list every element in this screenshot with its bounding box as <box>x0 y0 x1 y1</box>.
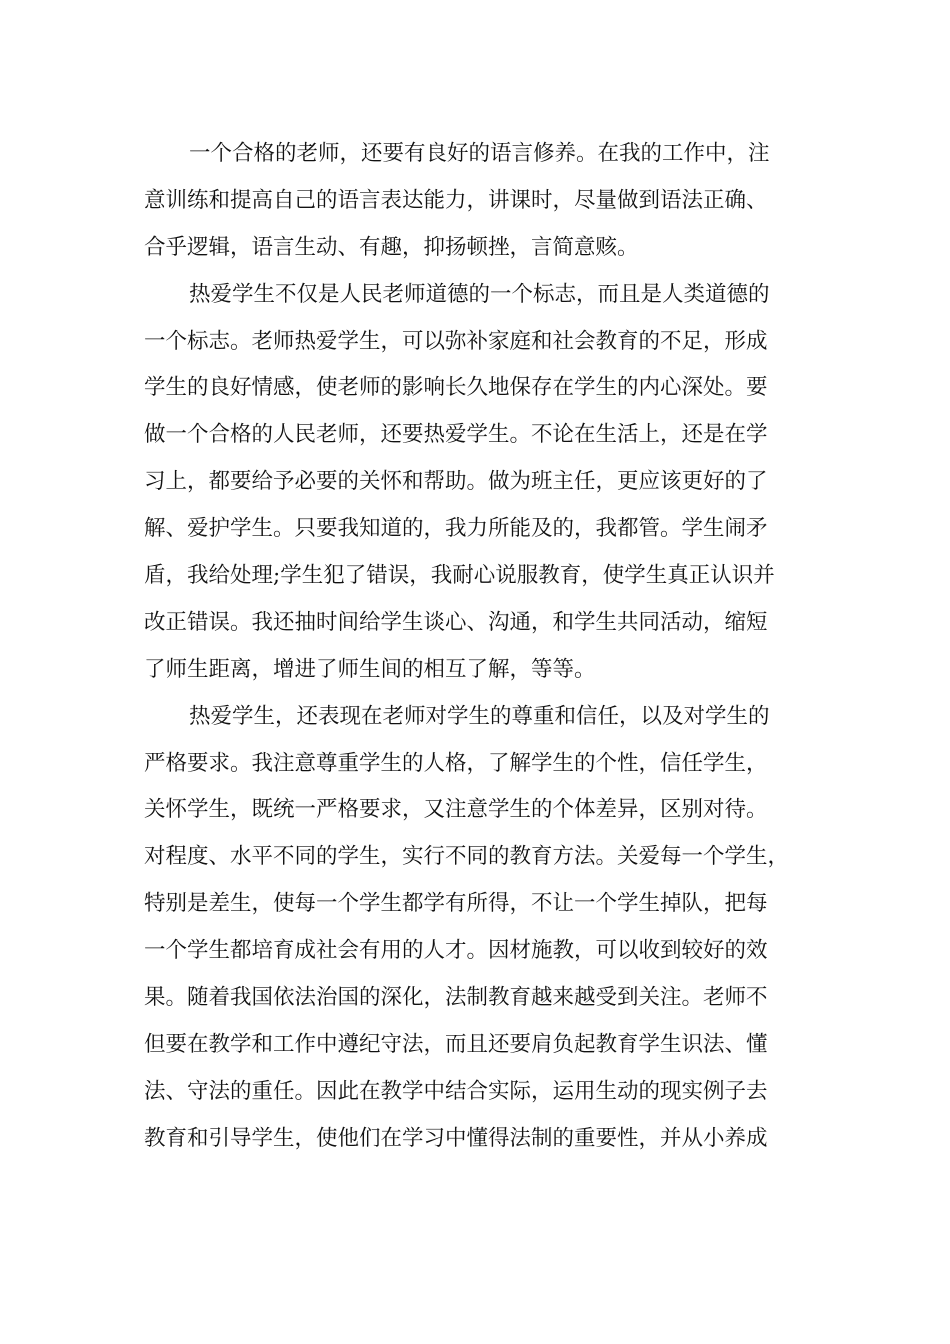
body-text <box>144 131 824 1163</box>
text-line: 对程度、水平不同的学生，实行不同的教育方法。关爱每一个学生， <box>144 844 790 870</box>
text-line: 习上，都要给予必要的关怀和帮助。做为班主任，更应该更好的了 <box>144 469 768 495</box>
text-line: 解、爱护学生。只要我知道的，我力所能及的，我都管。学生闹矛 <box>144 516 768 542</box>
paragraph-respect-and-trust <box>144 694 824 1163</box>
paragraph-love-students <box>144 272 824 694</box>
text-line: 盾，我给处理;学生犯了错误，我耐心说服教育，使学生真正认识并 <box>144 563 775 589</box>
text-line: 关怀学生，既统一严格要求，又注意学生的个体差异，区别对待。 <box>144 797 768 823</box>
text-line: 特别是差生，使每一个学生都学有所得，不让一个学生掉队，把每 <box>144 891 768 917</box>
text-line: 学生的良好情感，使老师的影响长久地保存在学生的内心深处。要 <box>144 375 768 401</box>
text-line: 教育和引导学生，使他们在学习中懂得法制的重要性，并从小养成 <box>144 1125 768 1151</box>
text-line: 热爱学生，还表现在老师对学生的尊重和信任，以及对学生的 <box>189 703 770 729</box>
text-line: 果。随着我国依法治国的深化，法制教育越来越受到关注。老师不 <box>144 985 768 1011</box>
text-line: 做一个合格的人民老师，还要热爱学生。不论在生活上，还是在学 <box>144 422 768 448</box>
text-line: 合乎逻辑，语言生动、有趣，抑扬顿挫，言简意赅。 <box>144 234 639 260</box>
text-line: 了师生距离，增进了师生间的相互了解，等等。 <box>144 656 596 682</box>
text-line: 一个学生都培育成社会有用的人才。因材施教，可以收到较好的效 <box>144 938 768 964</box>
text-line: 严格要求。我注意尊重学生的人格，了解学生的个性，信任学生， <box>144 750 768 776</box>
text-line: 意训练和提高自己的语言表达能力，讲课时，尽量做到语法正确、 <box>144 187 768 213</box>
text-line: 一个标志。老师热爱学生，可以弥补家庭和社会教育的不足，形成 <box>144 328 768 354</box>
text-line: 但要在教学和工作中遵纪守法，而且还要肩负起教育学生识法、懂 <box>144 1031 768 1057</box>
text-line: 改正错误。我还抽时间给学生谈心、沟通，和学生共同活动，缩短 <box>144 609 768 635</box>
text-line: 热爱学生不仅是人民老师道德的一个标志，而且是人类道德的 <box>189 281 770 307</box>
text-line: 法、守法的重任。因此在教学中结合实际，运用生动的现实例子去 <box>144 1078 768 1104</box>
paragraph-language-cultivation <box>144 131 824 272</box>
text-line: 一个合格的老师，还要有良好的语言修养。在我的工作中，注 <box>189 141 770 166</box>
